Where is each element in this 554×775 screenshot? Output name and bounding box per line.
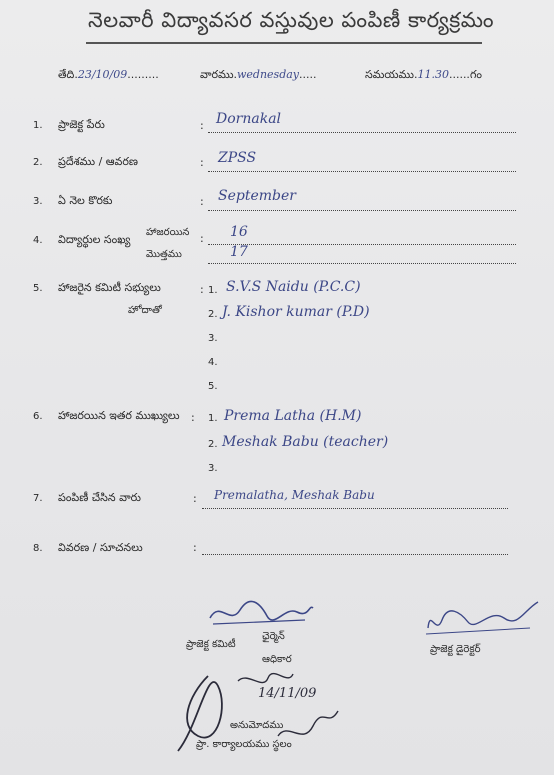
- row-label-distributed-by: పంపిణీ చేసిన వారు: [58, 491, 141, 504]
- committee-member-2: J. Kishor kumar (P.D): [222, 304, 370, 320]
- row-number: 6.: [33, 411, 43, 422]
- total-count-value: 17: [230, 244, 248, 260]
- day-label: వారము.: [200, 68, 237, 81]
- row-label-students: విద్యార్థుల సంఖ్య: [58, 233, 131, 246]
- committee-label: ప్రాజెక్ట కమిటీ: [186, 639, 236, 650]
- row-label-project: ప్రాజెక్ట పేరు: [58, 118, 105, 131]
- form-title: నెలవారీ విద్యావసర వస్తువుల పంపిణీ కార్యక్రమం: [88, 8, 495, 32]
- row-label-committee: హాజరైన కమిటీ సభ్యులు: [58, 281, 161, 294]
- adhyaksha-label: ఆధికార: [262, 654, 292, 665]
- row-number: 5.: [33, 283, 43, 294]
- chairman-signature: [205, 598, 315, 630]
- colon: :: [200, 283, 204, 296]
- present-count-value: 16: [230, 224, 248, 240]
- colon: :: [200, 119, 204, 132]
- other-number: 1.: [208, 413, 218, 424]
- dotted-line: [208, 170, 516, 172]
- row-number: 7.: [33, 493, 43, 504]
- colon: :: [200, 195, 204, 208]
- row-number: 1.: [33, 120, 43, 131]
- row-label-remarks: వివరణ / సూచనలు: [58, 541, 143, 554]
- colon: :: [193, 541, 197, 554]
- row-label-others: హాజరయిన ఇతర ముఖ్యులు: [58, 409, 180, 422]
- designation-label: హోదాతో: [128, 305, 162, 316]
- member-number: 4.: [208, 357, 218, 368]
- dotted-line: [202, 507, 508, 509]
- day-value: wednesday: [237, 68, 300, 81]
- dotted-line: [208, 243, 516, 245]
- chairman-label: ఛైర్మెన్: [262, 631, 285, 642]
- member-number: 1.: [208, 285, 218, 296]
- distributed-by-value: Premalatha, Meshak Babu: [214, 488, 375, 502]
- dotted-line: [208, 131, 516, 133]
- row-label-month: ఏ నెల కొరకు: [58, 194, 113, 207]
- member-number: 5.: [208, 381, 218, 392]
- colon: :: [200, 232, 204, 245]
- member-number: 2.: [208, 309, 218, 320]
- dotted-line: [208, 209, 516, 211]
- other-member-2: Meshak Babu (teacher): [222, 434, 389, 450]
- day-field: వారము.wednesday.....: [200, 68, 317, 81]
- director-signature: [420, 598, 542, 638]
- date-field: తేది.23/10/09.........: [58, 68, 159, 81]
- place-value: ZPSS: [218, 150, 257, 166]
- row-number: 3.: [33, 196, 43, 207]
- time-suffix: గం: [469, 68, 482, 81]
- time-value: 11.30: [417, 68, 449, 81]
- title-underline: [86, 42, 482, 44]
- month-value: September: [218, 188, 296, 204]
- colon: :: [191, 411, 195, 424]
- date-label: తేది.: [58, 68, 78, 81]
- colon: :: [200, 156, 204, 169]
- officer-label: అనుమోదము: [230, 720, 284, 731]
- time-field: సమయము.11.30......గం: [365, 68, 482, 81]
- dotted-line: [202, 553, 508, 555]
- date-value: 23/10/09: [77, 68, 128, 81]
- row-number: 8.: [33, 543, 43, 554]
- project-name-value: Dornakal: [216, 111, 282, 127]
- total-label: మొత్తము: [146, 249, 182, 260]
- colon: :: [193, 492, 197, 505]
- other-number: 2.: [208, 439, 218, 450]
- row-number: 4.: [33, 235, 43, 246]
- row-label-place: ప్రదేశము / ఆవరణ: [58, 155, 138, 168]
- dotted-line: [208, 262, 516, 264]
- member-number: 3.: [208, 333, 218, 344]
- stamp-date: 14/11/09: [258, 686, 317, 701]
- other-member-1: Prema Latha (H.M): [224, 408, 362, 424]
- present-label: హాజరయిన: [146, 227, 190, 238]
- committee-member-1: S.V.S Naidu (P.C.C): [226, 279, 361, 295]
- row-number: 2.: [33, 157, 43, 168]
- office-label: ప్రా. కార్యాలయము స్థలం: [196, 739, 292, 750]
- time-label: సమయము.: [365, 68, 418, 81]
- director-label: ప్రాజెక్ట డైరెక్టర్: [430, 644, 481, 655]
- other-number: 3.: [208, 463, 218, 474]
